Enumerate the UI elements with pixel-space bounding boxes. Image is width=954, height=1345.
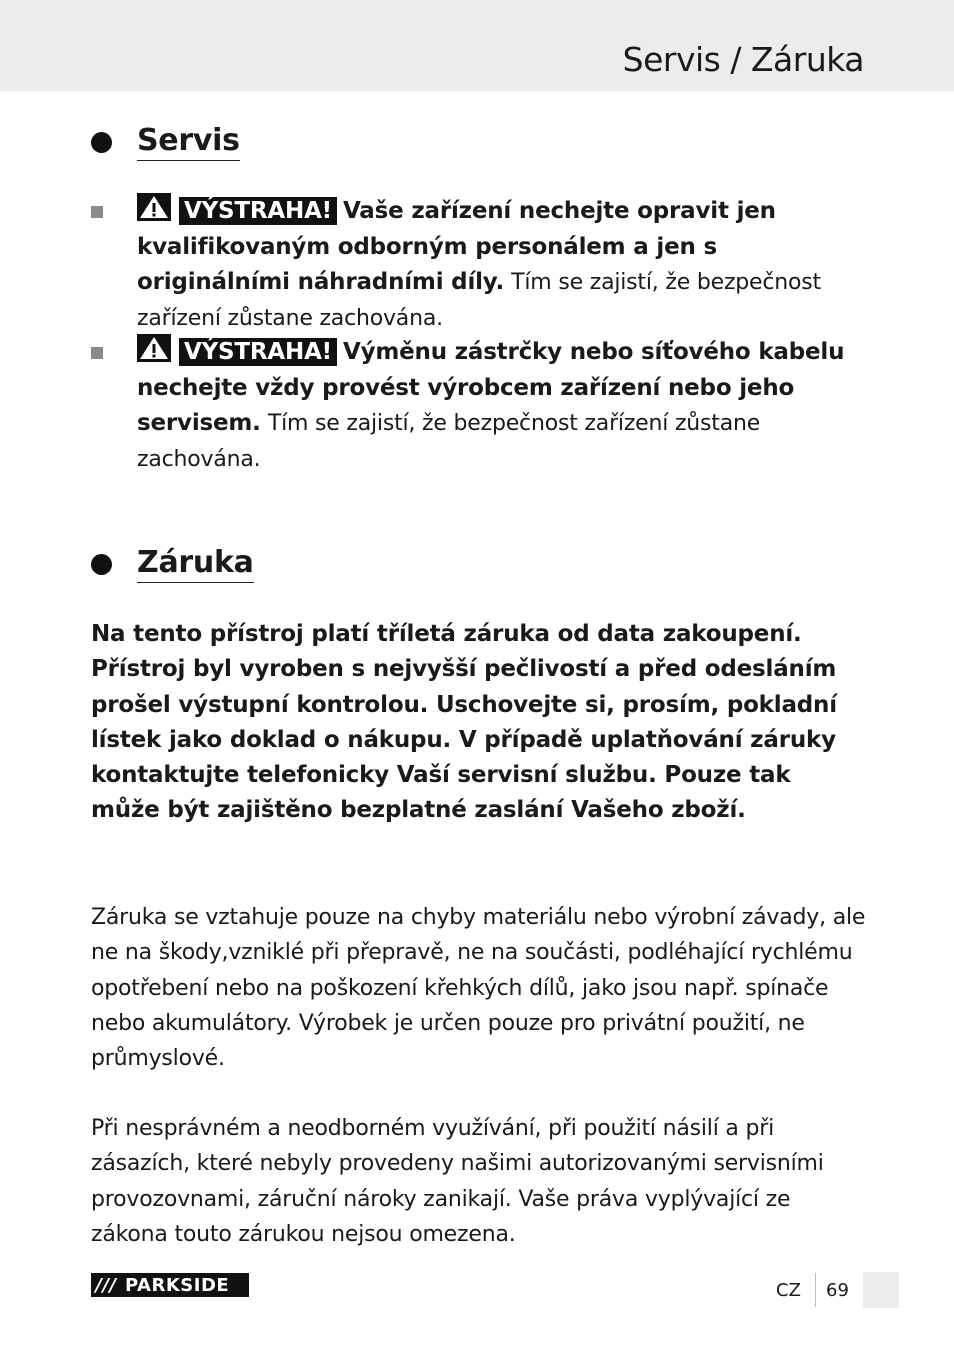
logo-text: PARKSIDE xyxy=(125,1274,230,1296)
warning-normal-text: Tím se zajistí, že bezpečnost zařízení zůstane zachována. xyxy=(137,411,761,472)
warning-bold-text: Vaše zařízení nechejte opravit jen kvalifikovaným odborným personálem a jen s originálními náhradními díly. xyxy=(137,198,776,295)
list-item-warning-1 xyxy=(91,193,851,336)
logo-stripes-icon: /// xyxy=(95,1274,117,1296)
page-title: Servis / Záruka xyxy=(622,40,864,79)
warning-bold-text: Výměnu zástrčky nebo síťového kabelu nechejte vždy provést výrobcem zařízení nebo jeho servisem. xyxy=(137,339,845,436)
page-number: 69 xyxy=(826,1280,849,1301)
warning-triangle-icon xyxy=(137,193,171,221)
bullet-dot-icon xyxy=(91,132,112,153)
warranty-bold-paragraph: Na tento přístroj platí tříletá záruka od data zakoupení. Přístroj byl vyroben s nejvyšší pečlivostí a před odesláním prošel výstupní kontrolou. Uschovejte si, prosím, pokladní lístek jako doklad o nákupu. V případě uplatňování záruky kontaktujte telefonicky Vaší servisní službu. Pouze tak může být zajištěno bezplatné zaslání Vašeho zboží. xyxy=(91,621,837,824)
warranty-paragraph-2: Při nesprávném a neodborném využívání, při použití násilí a při zásazích, které nebyly provedeny našimi autorizovanými servisními provozovnami, záruční nároky zanikají. Vaše práva vyplývající ze zákona touto zárukou nejsou omezena. xyxy=(91,1116,824,1247)
footer-tab-marker xyxy=(863,1272,899,1308)
language-code: CZ xyxy=(776,1280,801,1301)
warning-normal-text: Tím se zajistí, že bezpečnost zařízení zůstane zachována. xyxy=(137,270,821,331)
section-heading-servis xyxy=(91,123,240,161)
bullet-square-icon xyxy=(91,347,103,359)
section-title-zaruka: Záruka xyxy=(137,545,254,583)
section-heading-zaruka xyxy=(91,545,254,583)
warning-triangle-icon xyxy=(137,334,171,362)
section-title-servis: Servis xyxy=(137,123,240,161)
warranty-paragraph-1: Záruka se vztahuje pouze na chyby materiálu nebo výrobní závady, ale ne na škody,vzniklé při přepravě, ne na součásti, podléhající rychlému opotřebení nebo na poškození křehkých dílů, jako jsou např. spínače nebo akumulátory. Výrobek je určen pouze pro privátní použití, ne průmyslové. xyxy=(91,905,866,1072)
warning-label: VÝSTRAHA! xyxy=(179,197,337,225)
bullet-dot-icon xyxy=(91,554,112,575)
bullet-square-icon xyxy=(91,206,103,218)
warning-label: VÝSTRAHA! xyxy=(179,338,337,366)
parkside-logo xyxy=(91,1273,249,1297)
list-item-warning-2 xyxy=(91,334,851,477)
footer-divider xyxy=(815,1273,816,1307)
